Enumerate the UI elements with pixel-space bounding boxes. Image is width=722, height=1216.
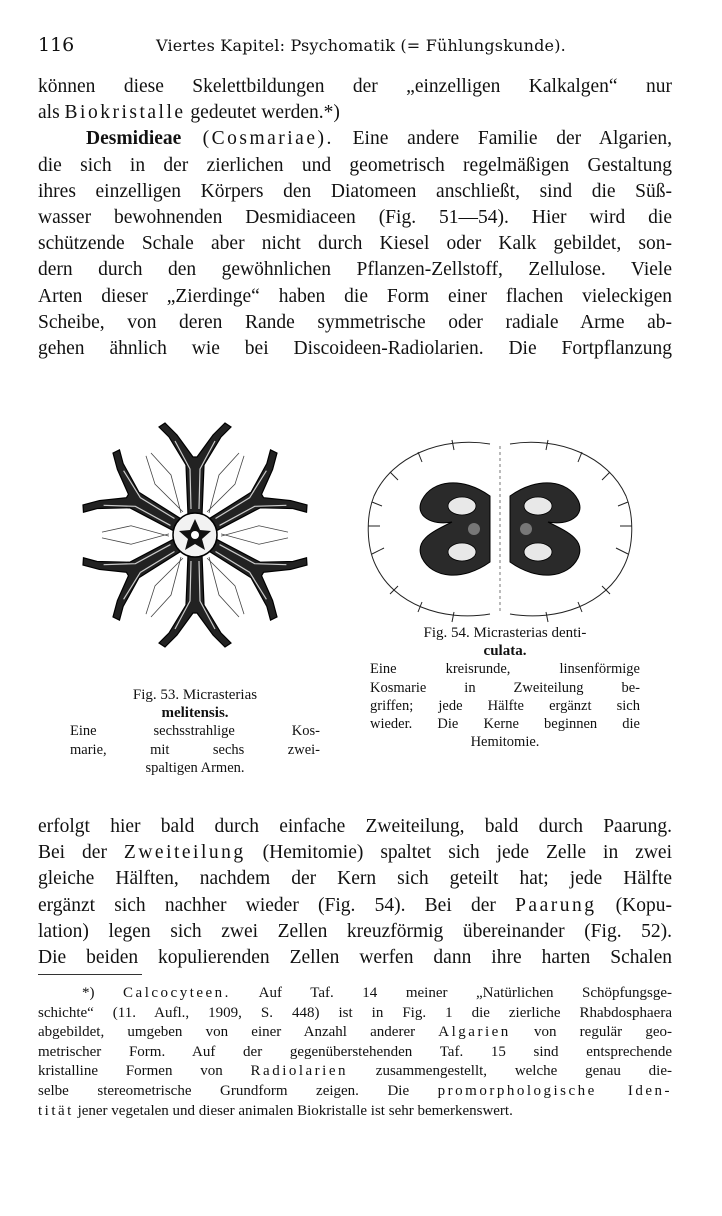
caption-line: wieder. Die Kerne beginnen die <box>370 716 640 733</box>
footnote-line: abgebildet, umgeben von einer Anzahl anderer Algarien von regulär geo- <box>38 1024 672 1041</box>
footnote-line: tität jener vegetalen und dieser animalen Biokristalle ist sehr bemerkenswert. <box>38 1102 513 1119</box>
figure-54-caption <box>370 624 640 751</box>
footnote <box>38 984 672 1121</box>
caption-line: Hemitomie. <box>470 734 540 751</box>
figure-53-caption <box>70 686 320 777</box>
text-line: lation) legen sich zwei Zellen kreuzförmig übereinander (Fig. 52). <box>38 920 672 942</box>
text-line: Arten dieser „Zierdinge“ haben die Form einer flachen vieleckigen <box>38 285 672 307</box>
text-line: wasser bewohnenden Desmidiaceen (Fig. 51—54). Hier wird die <box>38 206 672 228</box>
text-line: gleiche Hälften, nachdem der Kern sich geteilt hat; jede Hälfte <box>38 868 672 890</box>
section-heading-line: Desmidieae (Cosmariae). Eine andere Familie der Algarien, <box>86 128 672 150</box>
page-number: 116 <box>38 34 75 56</box>
text-line: Die beiden kopulierenden Zellen werfen dann ihre harten Schalen <box>38 946 672 968</box>
desmid-arm <box>151 423 239 515</box>
caption-line: Eine kreisrunde, linsenförmige <box>370 661 640 678</box>
figure-53-illustration <box>75 385 315 685</box>
text-line: Scheibe, von deren Rande symmetrische oder radiale Arme ab- <box>38 311 672 333</box>
caption-line: griffen; jede Hälfte ergänzt sich <box>370 697 640 714</box>
text-line: können diese Skelettbildungen der „einzelligen Kalkalgen“ nur <box>38 76 672 97</box>
desmid-arm <box>151 555 239 647</box>
caption-heading: Fig. 54. Micrasterias denti- <box>423 625 587 641</box>
section-heading: Desmidieae <box>86 128 182 150</box>
caption-species: melitensis. <box>161 705 229 722</box>
text-line: Bei der Zweiteilung (Hemitomie) spaltet sich jede Zelle in zwei <box>38 842 672 864</box>
running-head <box>38 34 684 60</box>
footnote-line: metrischer Form. Auf der gegenüberstehenden Taf. 15 sind entsprechende <box>38 1043 672 1060</box>
caption-line: Eine sechsstrahlige Kos- <box>70 723 320 740</box>
caption-heading: Fig. 53. Micrasterias <box>132 687 258 703</box>
caption-line: marie, mit sechs zwei- <box>70 741 320 758</box>
text-line: die sich in der zierlichen und geometrisch regelmäßigen Gestaltung <box>38 154 672 176</box>
footnote-line: schichte“ (11. Aufl., 1909, S. 448) ist in Fig. 1 die zierliche Rhabdosphaera <box>38 1004 672 1021</box>
figure-54-illustration <box>362 436 638 624</box>
text-line: ergänzt sich nachher wieder (Fig. 54). Bei der Paarung (Kopu- <box>38 894 672 916</box>
paragraph-bottom <box>38 814 672 971</box>
text-line: schützende Schale aber nicht durch Kiesel oder Kalk gebildet, son- <box>38 233 672 255</box>
footnote-divider <box>38 974 142 975</box>
footnote-line: kristalline Formen von Radiolarien zusammengestellt, welche genau die- <box>38 1063 672 1080</box>
caption-species: culata. <box>483 643 527 660</box>
caption-line: spaltigen Armen. <box>145 759 245 776</box>
micrasterias-denticulata-drawing <box>362 436 638 624</box>
paragraph-top <box>38 74 672 362</box>
text-line: erfolgt hier bald durch einfache Zweiteilung, bald durch Paarung. <box>38 816 672 837</box>
footnote-line: *) Calcocyteen. Auf Taf. 14 meiner „Natürlichen Schöpfungsge- <box>82 985 672 1001</box>
running-title: Viertes Kapitel: Psychomatik (= Fühlungskunde). <box>156 36 566 55</box>
text-line: als Biokristalle gedeutet werden.*) <box>38 102 340 124</box>
text-line: gehen ähnlich wie bei Discoideen-Radiolarien. Die Fortpflanzung <box>38 337 672 359</box>
text-line: dern durch den gewöhnlichen Pflanzen-Zellstoff, Zellulose. Viele <box>38 259 672 281</box>
footnote-line: selbe stereometrische Grundform zeigen. Die promorphologische Iden- <box>38 1082 672 1099</box>
text-line: ihres einzelligen Körpers den Diatomeen anschließt, sind die Süß- <box>38 180 672 202</box>
micrasterias-melitensis-drawing <box>75 385 315 685</box>
caption-line: Kosmarie in Zweiteilung be- <box>370 679 640 696</box>
